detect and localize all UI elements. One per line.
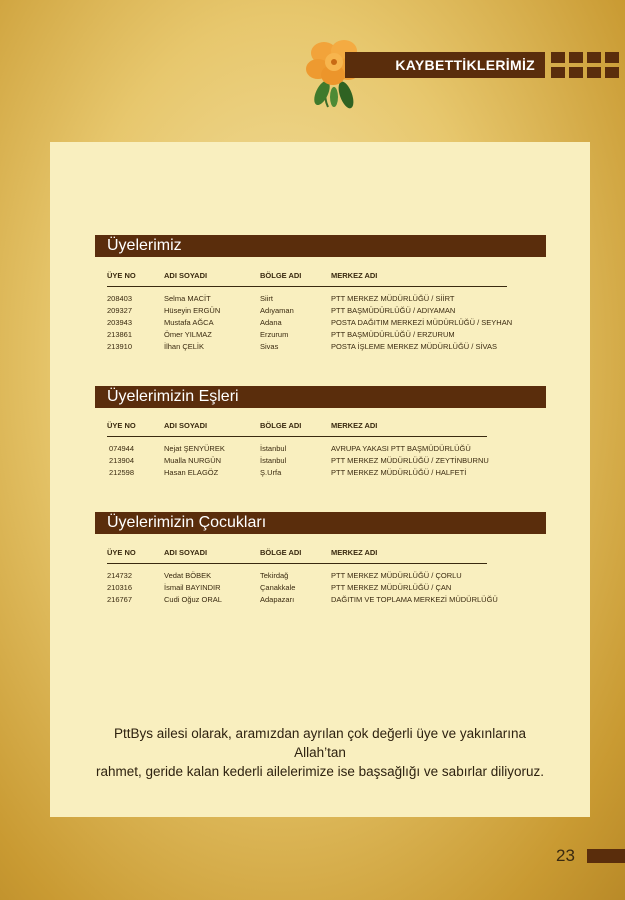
- table-cell: Ş.Urfa: [260, 468, 282, 477]
- table-cell: Siirt: [260, 294, 273, 303]
- condolence-line-1: PttBys ailesi olarak, aramızdan ayrılan çok değerli üye ve yakınlarına Allah’tan: [114, 726, 526, 760]
- table-cell: 216767: [107, 595, 133, 604]
- table-cell: 213904: [109, 456, 135, 465]
- table-cell: Mualla NURGÜN: [164, 456, 222, 465]
- table-cell: PTT MERKEZ MÜDÜRLÜĞÜ / ÇORLU: [331, 571, 462, 580]
- section-title-spouses: Üyelerimizin Eşleri: [95, 386, 546, 408]
- page-number-bar: [587, 849, 625, 863]
- column-header-center: MERKEZ ADI: [331, 421, 378, 430]
- table-cell: İstanbul: [260, 444, 287, 453]
- column-header-center: MERKEZ ADI: [331, 548, 378, 557]
- table-rule: [107, 436, 487, 437]
- table-cell: Mustafa AĞCA: [164, 318, 214, 327]
- table-cell: Hasan ELAGÖZ: [164, 468, 219, 477]
- table-cell: 212598: [109, 468, 135, 477]
- table-cell: 209327: [107, 306, 133, 315]
- table-rule: [107, 563, 487, 564]
- column-header-region: BÖLGE ADI: [260, 548, 302, 557]
- table-cell: PTT MERKEZ MÜDÜRLÜĞÜ / ÇAN: [331, 583, 452, 592]
- page-number: 23: [556, 846, 575, 865]
- table-cell: DAĞITIM VE TOPLAMA MERKEZİ MÜDÜRLÜĞÜ: [331, 595, 498, 604]
- table-cell: 074944: [109, 444, 135, 453]
- table-cell: Sivas: [260, 342, 279, 351]
- table-cell: PTT MERKEZ MÜDÜRLÜĞÜ / SİİRT: [331, 294, 455, 303]
- table-cell: Nejat ŞENYÜREK: [164, 444, 225, 453]
- table-cell: Cudi Oğuz ORAL: [164, 595, 222, 604]
- table-cell: 214732: [107, 571, 133, 580]
- column-header-member-no: ÜYE NO: [107, 548, 136, 557]
- table-cell: Adana: [260, 318, 282, 327]
- table-cell: 208403: [107, 294, 133, 303]
- section-header-title: KAYBETTİKLERİMİZ: [345, 52, 545, 78]
- column-header-center: MERKEZ ADI: [331, 271, 378, 280]
- table-cell: POSTA İŞLEME MERKEZ MÜDÜRLÜĞÜ / SİVAS: [331, 342, 498, 351]
- decorative-squares: [551, 52, 625, 78]
- table-cell: İstanbul: [260, 456, 287, 465]
- table-rule: [107, 286, 507, 287]
- column-header-member-no: ÜYE NO: [107, 271, 136, 280]
- table-cell: AVRUPA YAKASI PTT BAŞMÜDÜRLÜĞÜ: [331, 444, 471, 453]
- table-cell: PTT BAŞMÜDÜRLÜĞÜ / ADIYAMAN: [331, 306, 456, 315]
- table-cell: Tekirdağ: [260, 571, 289, 580]
- table-cell: Hüseyin ERGÜN: [164, 306, 221, 315]
- table-cell: PTT BAŞMÜDÜRLÜĞÜ / ERZURUM: [331, 330, 455, 339]
- table-cell: Adapazarı: [260, 595, 295, 604]
- column-header-name: ADI SOYADI: [164, 271, 208, 280]
- table-cell: 210316: [107, 583, 133, 592]
- column-header-region: BÖLGE ADI: [260, 271, 302, 280]
- section-title-children: Üyelerimizin Çocukları: [95, 512, 546, 534]
- table-cell: Çanakkale: [260, 583, 296, 592]
- table-cell: İsmail BAYINDIR: [164, 583, 221, 592]
- table-cell: Vedat BÖBEK: [164, 571, 212, 580]
- table-cell: 203943: [107, 318, 133, 327]
- table-cell: Ömer YILMAZ: [164, 330, 212, 339]
- column-header-name: ADI SOYADI: [164, 548, 208, 557]
- condolence-line-2: rahmet, geride kalan kederli ailelerimize ise başsağlığı ve sabırlar diliyoruz.: [96, 764, 544, 779]
- table-cell: Selma MACİT: [164, 294, 211, 303]
- table-cell: Adıyaman: [260, 306, 294, 315]
- table-cell: İlhan ÇELİK: [164, 342, 205, 351]
- column-header-member-no: ÜYE NO: [107, 421, 136, 430]
- table-cell: 213861: [107, 330, 133, 339]
- table-cell: PTT MERKEZ MÜDÜRLÜĞÜ / HALFETİ: [331, 468, 467, 477]
- condolence-message: [90, 724, 550, 781]
- section-title-members: Üyelerimiz: [95, 235, 546, 257]
- table-cell: POSTA DAĞITIM MERKEZİ MÜDÜRLÜĞÜ / SEYHAN: [331, 318, 513, 327]
- column-header-region: BÖLGE ADI: [260, 421, 302, 430]
- table-cell: PTT MERKEZ MÜDÜRLÜĞÜ / ZEYTİNBURNU: [331, 456, 489, 465]
- table-cell: Erzurum: [260, 330, 289, 339]
- table-cell: 213910: [107, 342, 133, 351]
- column-header-name: ADI SOYADI: [164, 421, 208, 430]
